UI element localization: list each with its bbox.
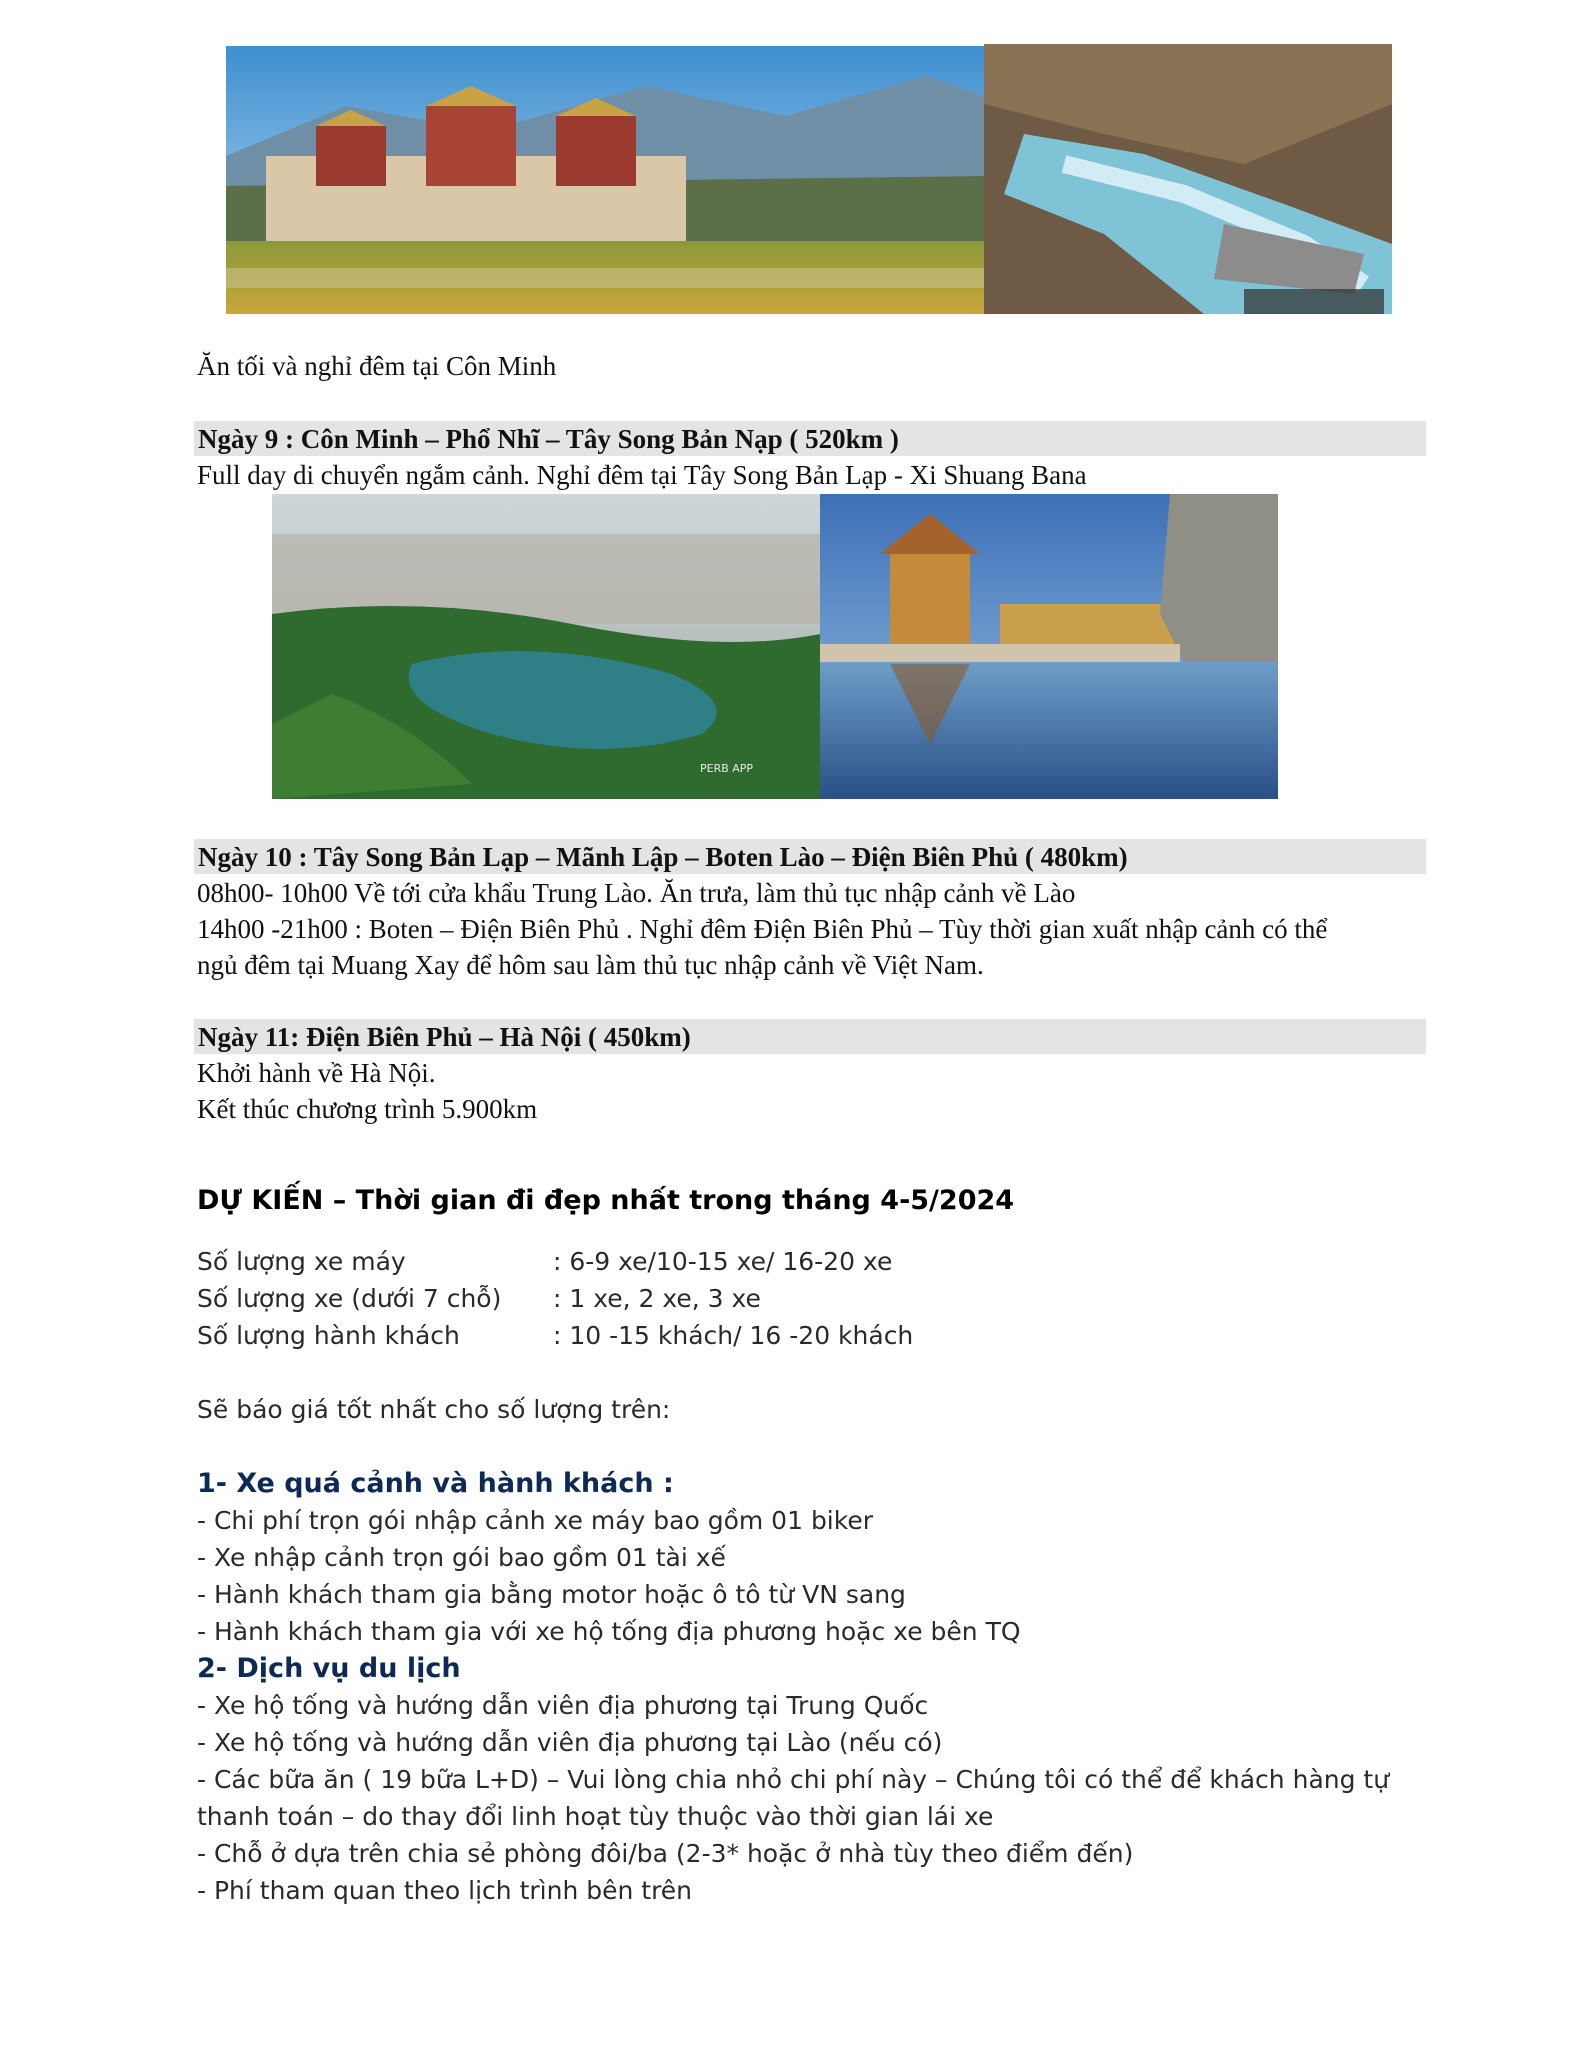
gorge-river-photo <box>984 44 1392 314</box>
list-item: - Các bữa ăn ( 19 bữa L+D) – Vui lòng chia nhỏ chi phí này – Chúng tôi có thể để khách hàng tự <box>197 1765 1390 1794</box>
list-item: - Hành khách tham gia bằng motor hoặc ô tô từ VN sang <box>197 1580 906 1609</box>
plan-heading: DỰ KIẾN – Thời gian đi đẹp nhất trong tháng 4-5/2024 <box>197 1185 1015 1216</box>
plan-row-label: Số lượng hành khách <box>197 1321 460 1350</box>
day-10-heading: Ngày 10 : Tây Song Bản Lạp – Mãnh Lập – Boten Lào – Điện Biên Phủ ( 480km) <box>194 839 1426 874</box>
day-11-line-1: Khởi hành về Hà Nội. <box>197 1058 436 1088</box>
list-item: - Hành khách tham gia với xe hộ tống địa phương hoặc xe bên TQ <box>197 1617 1021 1646</box>
list-item: - Chi phí trọn gói nhập cảnh xe máy bao gồm 01 biker <box>197 1506 874 1535</box>
quote-note: Sẽ báo giá tốt nhất cho số lượng trên: <box>197 1395 671 1424</box>
plan-row-label: Số lượng xe (dưới 7 chỗ) <box>197 1284 502 1313</box>
plan-row-value: : 6-9 xe/10-15 xe/ 16-20 xe <box>553 1247 893 1276</box>
day-9-heading: Ngày 9 : Côn Minh – Phổ Nhĩ – Tây Song Bản Nạp ( 520km ) <box>194 421 1426 456</box>
city-lake-photo <box>272 494 820 799</box>
day-10-line-2: 14h00 -21h00 : Boten – Điện Biên Phủ . Nghỉ đêm Điện Biên Phủ – Tùy thời gian xuất nhập cảnh có thể <box>197 914 1328 944</box>
day-10-line-1: 08h00- 10h00 Về tới cửa khẩu Trung Lào. Ăn trưa, làm thủ tục nhập cảnh về Lào <box>197 878 1076 908</box>
list-item: - Xe hộ tống và hướng dẫn viên địa phương tại Lào (nếu có) <box>197 1728 943 1757</box>
list-item: - Xe hộ tống và hướng dẫn viên địa phương tại Trung Quốc <box>197 1691 929 1720</box>
day-11-heading: Ngày 11: Điện Biên Phủ – Hà Nội ( 450km) <box>194 1019 1426 1054</box>
plan-row-value: : 10 -15 khách/ 16 -20 khách <box>553 1321 914 1350</box>
list-item: - Phí tham quan theo lịch trình bên trên <box>197 1876 693 1905</box>
list-item: thanh toán – do thay đổi linh hoạt tùy thuộc vào thời gian lái xe <box>197 1802 994 1831</box>
watermark: PERB APP <box>700 762 754 775</box>
plan-row-label: Số lượng xe máy <box>197 1247 406 1276</box>
section-2-title: 2- Dịch vụ du lịch <box>197 1653 461 1684</box>
plan-row-value: : 1 xe, 2 xe, 3 xe <box>553 1284 761 1313</box>
temple-reflection-photo <box>820 494 1278 799</box>
section-1-title: 1- Xe quá cảnh và hành khách : <box>197 1468 674 1499</box>
list-item: - Xe nhập cảnh trọn gói bao gồm 01 tài xế <box>197 1543 726 1572</box>
day-11-line-2: Kết thúc chương trình 5.900km <box>197 1094 538 1124</box>
day-10-line-3: ngủ đêm tại Muang Xay để hôm sau làm thủ tục nhập cảnh về Việt Nam. <box>197 950 984 980</box>
monastery-photo <box>226 46 984 314</box>
list-item: - Chỗ ở dựa trên chia sẻ phòng đôi/ba (2-3* hoặc ở nhà tùy theo điểm đến) <box>197 1839 1134 1868</box>
day-9-line: Full day di chuyển ngắm cảnh. Nghỉ đêm tại Tây Song Bản Lạp - Xi Shuang Bana <box>197 460 1087 490</box>
dinner-note: Ăn tối và nghỉ đêm tại Côn Minh <box>197 351 557 381</box>
